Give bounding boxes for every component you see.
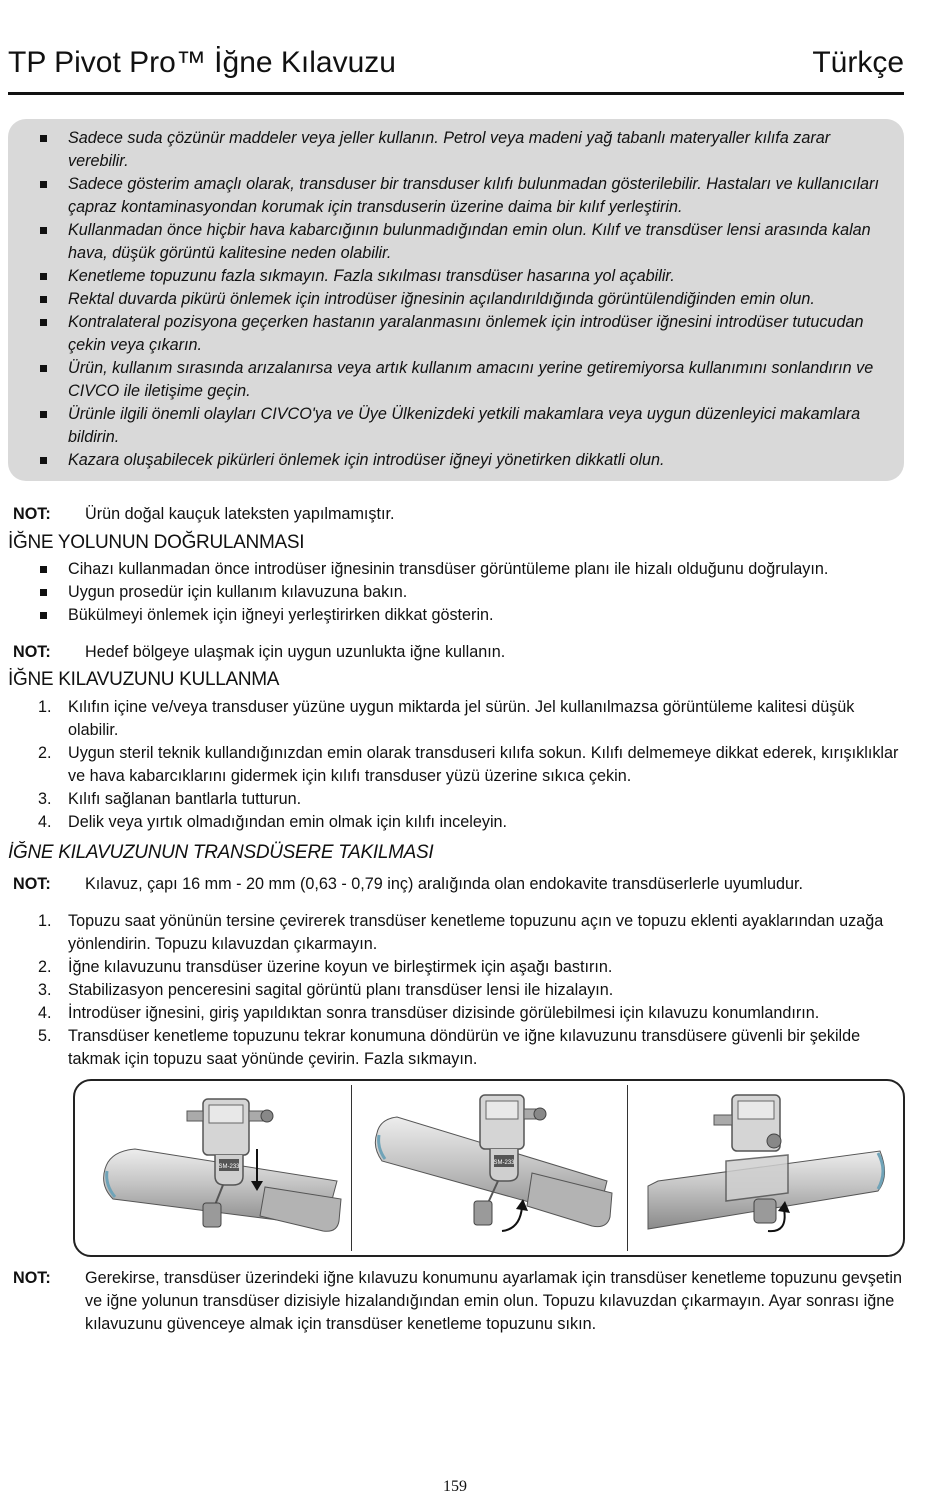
note-adjustment — [13, 1267, 905, 1336]
list-item: 4. Delik veya yırtık olmadığından emin olmak için kılıfı inceleyin. — [38, 813, 508, 831]
note-label: NOT: — [13, 643, 51, 661]
part-label: SM-233 — [218, 1164, 240, 1170]
list-item: 4. İntrodüser iğnesini, giriş yapıldıktan sonra transdüser dizisinde görülebilmesi için kılavuzu konumlandırın. — [38, 1004, 820, 1022]
warnings-box — [8, 119, 904, 481]
illustration-step-1 — [75, 1081, 351, 1257]
attachment-illustration — [73, 1079, 905, 1257]
section-title-using-guide: İĞNE KILAVUZUNU KULLANMA — [8, 669, 280, 690]
list-item: Rektal duvarda pikürü önlemek için introdüser iğnesinin açılandırıldığında görüntülendiğinden emin olun. — [38, 288, 890, 311]
note-latex — [13, 503, 905, 526]
note-label: NOT: — [13, 875, 51, 893]
list-item: 1. Topuzu saat yönünün tersine çevirerek transdüser kenetleme topuzunu açın ve topuzu eklenti ayaklarından uzağa yönlendirin. Topuzu kılavuzdan çıkarmayın. — [38, 912, 884, 953]
page-header — [8, 42, 904, 95]
list-item: Bükülmeyi önlemek için iğneyi yerleştirirken dikkat gösterin. — [38, 604, 908, 627]
note-text: Gerekirse, transdüser üzerindeki iğne kılavuzu konumunu ayarlamak için transdüser kenetleme topuzunu gevşetin ve iğne yolunun transdüser dizisiyle hizalandığından emin olun. Topuzu kılavuzdan çıkarmayın. Ayar sonrası iğne kılavuzunu güvenceye almak için transdüser kenetleme topuzunu sıkın. — [85, 1269, 903, 1333]
list-item: 3. Kılıfı sağlanan bantlarla tutturun. — [38, 790, 302, 808]
list-item: Sadece suda çözünür maddeler veya jeller kullanın. Petrol veya madeni yağ tabanlı materyaller kılıfa zarar verebilir. — [38, 127, 890, 173]
section-title-attaching-guide: İĞNE KILAVUZUNUN TRANSDÜSERE TAKILMASI — [8, 842, 434, 863]
section-title-needle-path: İĞNE YOLUNUN DOĞRULANMASI — [8, 532, 305, 553]
list-item: 1. Kılıfın içine ve/veya transduser yüzüne uygun miktarda jel sürün. Jel kullanılmazsa görüntüleme kalitesi düşük olabilir. — [38, 698, 855, 739]
list-item: 2. İğne kılavuzunu transdüser üzerine koyun ve birleştirmek için aşağı bastırın. — [38, 958, 613, 976]
list-item: Uygun prosedür için kullanım kılavuzuna bakın. — [38, 581, 908, 604]
illustration-step-3 — [628, 1081, 903, 1257]
list-item: 2. Uygun steril teknik kullandığınızdan emin olarak transduseri kılıfa sokun. Kılıfı delmemeye dikkat ederek, kırışıklıklar ve hava kabarcıklarını gidermek için kılıfı transduser yüzü üzerine sıkıca çekin. — [38, 744, 899, 785]
warnings-list — [38, 127, 890, 472]
note-needle-length — [13, 641, 905, 664]
list-item: Kazara oluşabilecek pikürleri önlemek için introdüser iğneyi yönetirken dikkatli olun. — [38, 449, 890, 472]
using-guide-list — [38, 696, 908, 834]
list-item: Cihazı kullanmadan önce introdüser iğnesinin transdüser görüntüleme planı ile hizalı olduğunu doğrulayın. — [38, 558, 908, 581]
list-item: Kullanmadan önce hiçbir hava kabarcığının bulunmadığından emin olun. Kılıf ve transdüser lensi arasında kalan hava, düşük görüntü kalitesine neden olabilir. — [38, 219, 890, 265]
attaching-guide-list — [38, 910, 908, 1071]
list-item: Ürün, kullanım sırasında arızalanırsa veya artık kullanım amacını yerine getiremiyorsa kullanımını sonlandırın ve CIVCO ile iletişime geçin. — [38, 357, 890, 403]
list-item: Sadece gösterim amaçlı olarak, transduser bir transduser kılıfı bulunmadan gösterilebilir. Hastaları ve kullanıcıları çapraz kontaminasyondan korumak için transduserin üzerine daima bir kılıf yerleştirin. — [38, 173, 890, 219]
list-item: 5. Transdüser kenetleme topuzunu tekrar konumuna döndürün ve iğne kılavuzunu transdüsere güvenli bir şekilde takmak için topuzu saat yönünde çevirin. Fazla sıkmayın. — [38, 1027, 861, 1068]
list-item: Kenetleme topuzunu fazla sıkmayın. Fazla sıkılması transdüser hasarına yol açabilir. — [38, 265, 890, 288]
note-label: NOT: — [13, 505, 51, 523]
note-label: NOT: — [13, 1269, 51, 1287]
needle-path-list — [38, 558, 908, 627]
illustration-step-2 — [352, 1081, 627, 1257]
note-text: Kılavuz, çapı 16 mm - 20 mm (0,63 - 0,79 inç) aralığında olan endokavite transdüserlerle uyumludur. — [85, 875, 804, 893]
page-title: TP Pivot Pro™ İğne Kılavuzu — [8, 46, 396, 79]
page-number: 159 — [443, 1478, 467, 1495]
list-item: Kontralateral pozisyona geçerken hastanın yaralanmasını önlemek için introdüser iğnesini introdüser tutucudan çekin veya çıkarın. — [38, 311, 890, 357]
note-text: Ürün doğal kauçuk lateksten yapılmamıştır. — [85, 505, 395, 523]
language-label: Türkçe — [812, 46, 904, 79]
note-text: Hedef bölgeye ulaşmak için uygun uzunlukta iğne kullanın. — [85, 643, 506, 661]
part-label: SM-233 — [493, 1160, 515, 1166]
list-item: 3. Stabilizasyon penceresini sagital görüntü planı transdüser lensi ile hizalayın. — [38, 981, 614, 999]
list-item: Ürünle ilgili önemli olayları CIVCO'ya ve Üye Ülkenizdeki yetkili makamlara veya uygun düzenleyici makamlara bildirin. — [38, 403, 890, 449]
note-compatibility — [13, 873, 905, 896]
